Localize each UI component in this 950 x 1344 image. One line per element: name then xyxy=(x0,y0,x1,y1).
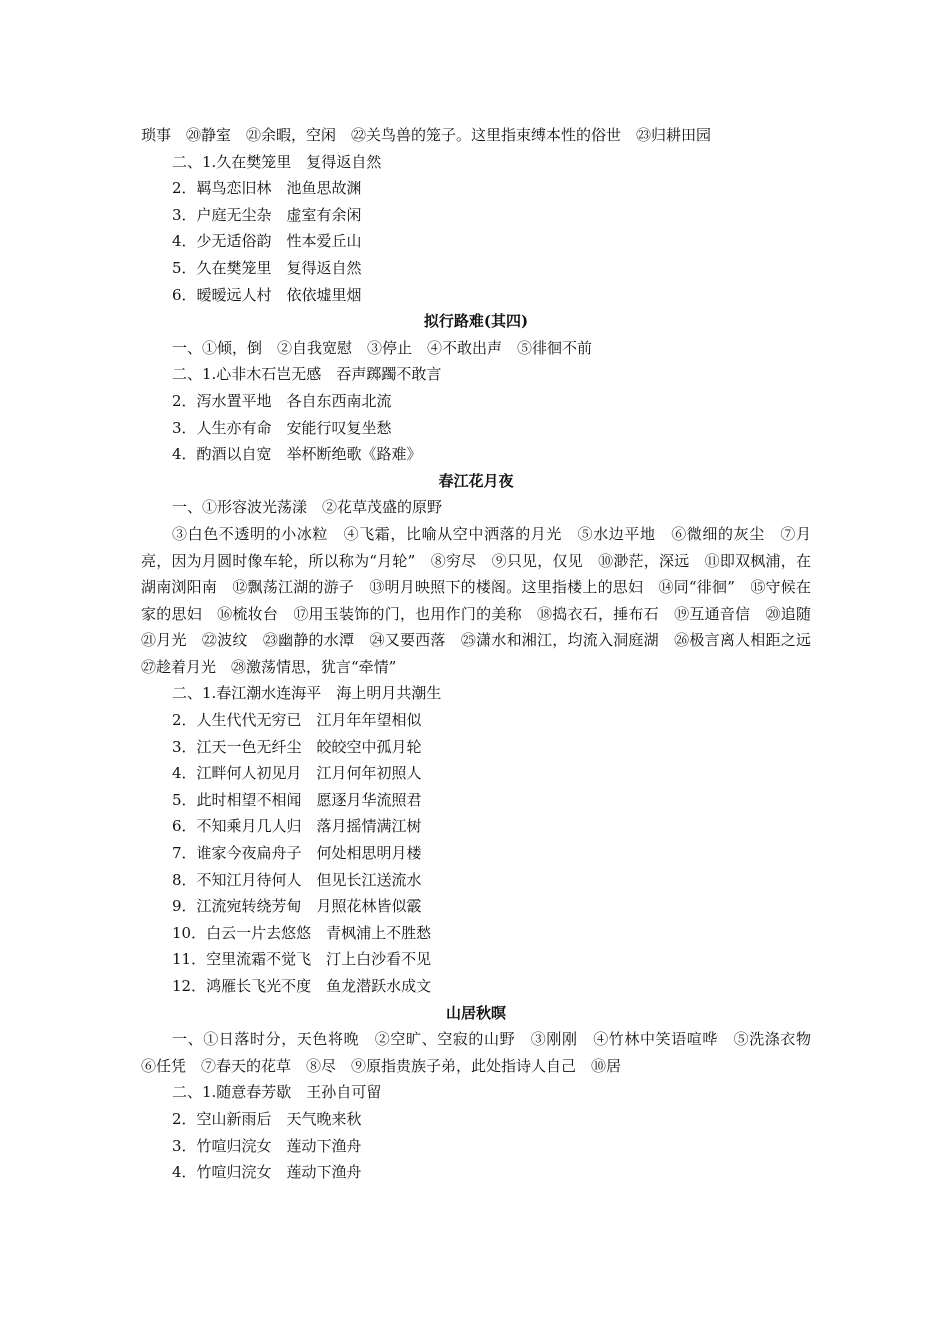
section-title-nixinglunan: 拟行路难(其四) xyxy=(423,312,529,331)
chunjiang-answer-4: 4．江畔何人初见月 江月何年初照人 xyxy=(172,764,422,783)
nixinglunan-answer-1: 二、1.心非木石岂无感 吞声踯躅不敢言 xyxy=(172,365,442,384)
section-title-shanjuqiuming: 山居秋暝 xyxy=(445,1003,506,1022)
answer-content xyxy=(141,122,827,1186)
shanju-answer-2: 2．空山新雨后 天气晚来秋 xyxy=(172,1109,362,1128)
nixinglunan-answer-3: 3．人生亦有命 安能行叹复坐愁 xyxy=(172,418,392,437)
intro-answer-2: 2．羁鸟恋旧林 池鱼思故渊 xyxy=(172,179,362,198)
intro-answer-4: 4．少无适俗韵 性本爱丘山 xyxy=(172,232,362,251)
intro-answer-6: 6．暧暧远人村 依依墟里烟 xyxy=(172,285,362,304)
chunjiang-answer-7: 7．谁家今夜扁舟子 何处相思明月楼 xyxy=(172,844,422,863)
shanju-answer-3: 3．竹喧归浣女 莲动下渔舟 xyxy=(172,1136,362,1155)
chunjiang-answer-6: 6．不知乘月几人归 落月摇情满江树 xyxy=(172,817,422,836)
chunjiang-notes-first: 一、①形容波光荡漾 ②花草茂盛的原野 xyxy=(172,498,443,517)
intro-answer-3: 3．户庭无尘杂 虚室有余闲 xyxy=(172,205,362,224)
nixinglunan-answer-4: 4．酌酒以自宽 举杯断绝歌《路难》 xyxy=(172,445,422,464)
chunjiang-answer-12: 12．鸿雁长飞光不度 鱼龙潜跃水成文 xyxy=(172,977,432,995)
nixinglunan-answer-2: 2．泻水置平地 各自东西南北流 xyxy=(172,391,392,410)
chunjiang-answer-3: 3．江天一色无纤尘 皎皎空中孤月轮 xyxy=(172,737,422,756)
intro-answer-5: 5．久在樊笼里 复得返自然 xyxy=(172,258,362,277)
chunjiang-answer-9: 9．江流宛转绕芳甸 月照花林皆似霰 xyxy=(172,897,422,916)
chunjiang-answer-1: 二、1.春江潮水连海平 海上明月共潮生 xyxy=(172,684,442,703)
nixinglunan-notes: 一、①倾，倒 ②自我宽慰 ③停止 ④不敢出声 ⑤徘徊不前 xyxy=(172,338,593,357)
chunjiang-answer-8: 8．不知江月待何人 但见长江送流水 xyxy=(172,870,422,889)
intro-answer-1: 二、1.久在樊笼里 复得返自然 xyxy=(172,152,382,171)
chunjiang-notes-paragraph: ③白色不透明的小冰粒 ④飞霜，比喻从空中洒落的月光 ⑤水边平地 ⑥微细的灰尘 ⑦月亮，因为月圆时像车轮，所以称为“月轮” ⑧穷尽 ⑨只见，仅见 ⑩渺茫，深远 ⑪即双枫浦，在湖南浏阳南 ⑫飘荡江湖的游子 ⑬明月映照下的楼阁。这里指楼上的思妇 ⑭同“徘徊” ⑮守候在家的思妇 ⑯梳妆台 ⑰用玉装饰的门，也用作门的美称 ⑱捣衣石，捶布石 ⑲互通音信 ⑳追随 ㉑月光 ㉒波纹 ㉓幽静的水潭 ㉔又要西落 ㉕潇水和湘江，均流入洞庭湖 ㉖极言离人相距之远 ㉗趁着月光 ㉘激荡情思，犹言“牵情” xyxy=(141,524,827,676)
chunjiang-answer-10: 10．白云一片去悠悠 青枫浦上不胜愁 xyxy=(172,923,432,942)
chunjiang-answer-11: 11．空里流霜不觉飞 汀上白沙看不见 xyxy=(172,950,432,969)
section-title-chunjianghuayueye: 春江花月夜 xyxy=(438,471,514,490)
chunjiang-answer-2: 2．人生代代无穷已 江月年年望相似 xyxy=(172,711,422,730)
intro-notes-line: 琐事 ⑳静室 ㉑余暇，空闲 ㉒关鸟兽的笼子。这里指束缚本性的俗世 ㉓归耕田园 xyxy=(141,126,712,144)
shanju-answer-1: 二、1.随意春芳歇 王孙自可留 xyxy=(172,1083,382,1102)
chunjiang-answer-5: 5．此时相望不相闻 愿逐月华流照君 xyxy=(172,790,422,809)
shanju-answer-4: 4．竹喧归浣女 莲动下渔舟 xyxy=(172,1163,362,1182)
shanju-notes-paragraph: 一、①日落时分，天色将晚 ②空旷、空寂的山野 ③刚刚 ④竹林中笑语喧哗 ⑤洗涤衣物 ⑥任凭 ⑦春天的花草 ⑧尽 ⑨原指贵族子弟，此处指诗人自己 ⑩居 xyxy=(141,1030,827,1075)
